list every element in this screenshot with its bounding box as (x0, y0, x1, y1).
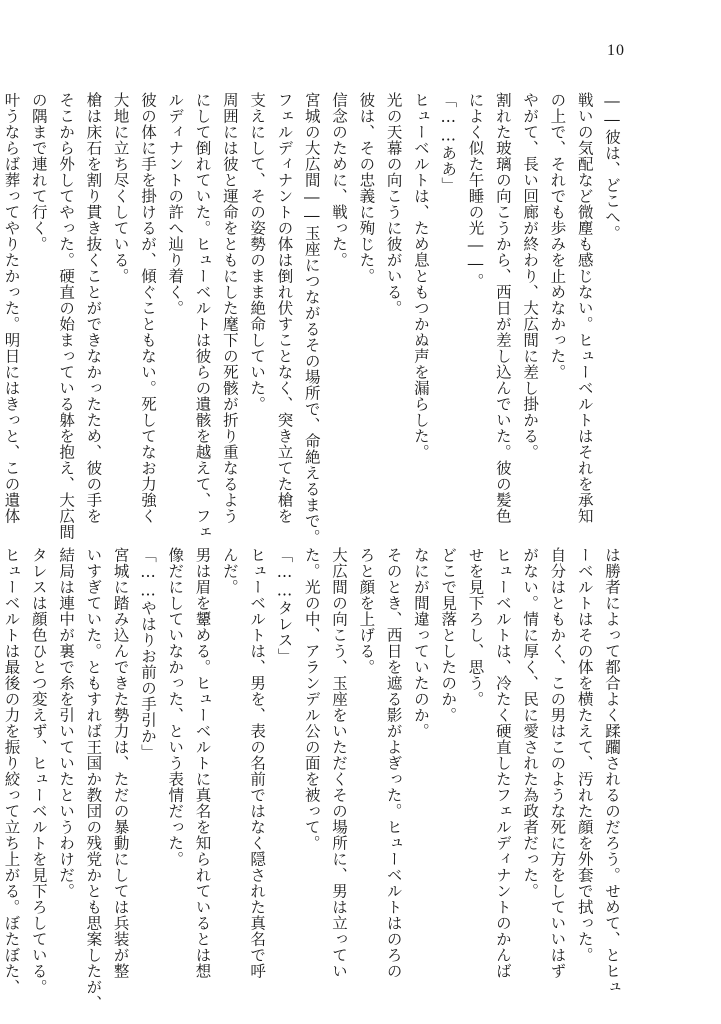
text-line: 彼は、その忠義に殉じた。 (357, 92, 376, 284)
text-line: んだ。 (220, 547, 239, 595)
text-line: せを見下ろし、思う。 (466, 547, 485, 707)
text-line: 男は眉を顰める。ヒューベルトに真名を知られているとは想 (193, 547, 212, 979)
text-line: の上で、それでも歩みを止めなかった。 (548, 92, 567, 380)
text-line: 叶うならば葬ってやりたかった。明日にはきっと、この遺体 (2, 92, 21, 524)
text-line: 大広間の向こう、玉座をいただくその場所に、男は立ってい (330, 547, 349, 979)
text-line: 自分はともかく、この男はこのような死に方をしていいはず (548, 547, 567, 979)
text-line: にして倒れていた。ヒューベルトは彼らの遺骸を越えて、フェ (193, 92, 212, 540)
text-line: 「……タレス」 (275, 547, 294, 664)
text-line: ろと顔を上げる。 (357, 547, 376, 675)
text-line: ーベルトはその体を横たえて、汚れた顔を外套で拭った。 (575, 547, 594, 963)
text-line: 信念のために、戦った。 (330, 92, 349, 268)
text-line: た。光の中、アランデル公の面を被って。 (302, 547, 321, 851)
text-line: なにが間違っていたのか。 (411, 547, 430, 739)
text-line: 彼の体に手を掛けるが、傾ぐこともない。死してなお力強く (138, 92, 157, 524)
text-line: 像だにしていなかった、という表情だった。 (166, 547, 185, 867)
text-line: タレスは顔色ひとつ変えず、ヒューベルトを見下ろしている。 (29, 547, 48, 995)
text-line: ルディナントの許へ辿り着く。 (166, 92, 185, 316)
text-line: 「……ああ」 (439, 92, 458, 193)
text-line: ――彼は、どこへ。 (603, 92, 621, 241)
text-line: 周囲には彼と運命をともにした麾下の死骸が折り重なるよう (220, 92, 239, 524)
text-line: がない。情に厚く、民に愛された為政者だった。 (521, 547, 540, 899)
text-line: どこで見落としたのか。 (439, 547, 458, 723)
text-line: ヒューベルトは最後の力を振り絞って立ち上がる。ぼたぼた、 (2, 547, 21, 995)
text-line: 宮城の大広間――玉座につながるその場所で、命絶えるまで。 (302, 92, 321, 545)
text-line: 槍は床石を割り貫き抜くことができなかったため、彼の手を (84, 92, 103, 524)
text-line: ヒューベルトは、ため息ともつかぬ声を漏らした。 (411, 92, 430, 460)
text-line: の隅まで連れて行く。 (29, 92, 48, 252)
text-line: 「……やはりお前の手引か」 (138, 547, 157, 760)
text-line: によく似た午睡の光――。 (466, 92, 485, 289)
text-line: は勝者によって都合よく蹂躙されるのだろう。せめて、とヒュ (603, 547, 621, 995)
upper-text-block (0, 92, 625, 545)
text-line: そのとき、西日を遮る影がよぎった。ヒューベルトはのろの (384, 547, 403, 979)
text-line: 支えにして、その姿勢のまま絶命していた。 (248, 92, 267, 412)
text-line: そこから外してやった。硬直の始まっている躰を抱え、大広間 (57, 92, 76, 540)
text-line: フェルディナントの体は倒れ伏すことなく、突き立てた槍を (275, 92, 294, 524)
lower-text-block (0, 547, 625, 1011)
text-line: 割れた玻璃の向こうから、西日が差し込んでいた。彼の髪色 (493, 92, 512, 524)
text-line: やがて、長い回廊が終わり、大広間に差し掛かる。 (521, 92, 540, 460)
text-line: 戦いの気配など微塵も感じない。ヒューベルトはそれを承知 (575, 92, 594, 524)
page-number: 10 (607, 42, 625, 59)
text-line: 大地に立ち尽くしている。 (111, 92, 130, 284)
text-line: 光の天幕の向こうに彼がいる。 (384, 92, 403, 316)
text-line: ヒューベルトは、冷たく硬直したフェルディナントのかんば (493, 547, 512, 979)
text-line: ヒューベルトは、男を、表の名前ではなく隠された真名で呼 (248, 547, 267, 979)
text-line: いすぎていた。ともすれば王国か教団の残党かとも思案したが、 (84, 547, 103, 1011)
text-line: 結局は連中が裏で糸を引いていたというわけだ。 (57, 547, 76, 899)
text-line: 宮城に踏み込んできた勢力は、ただの暴動にしては兵装が整 (111, 547, 130, 979)
